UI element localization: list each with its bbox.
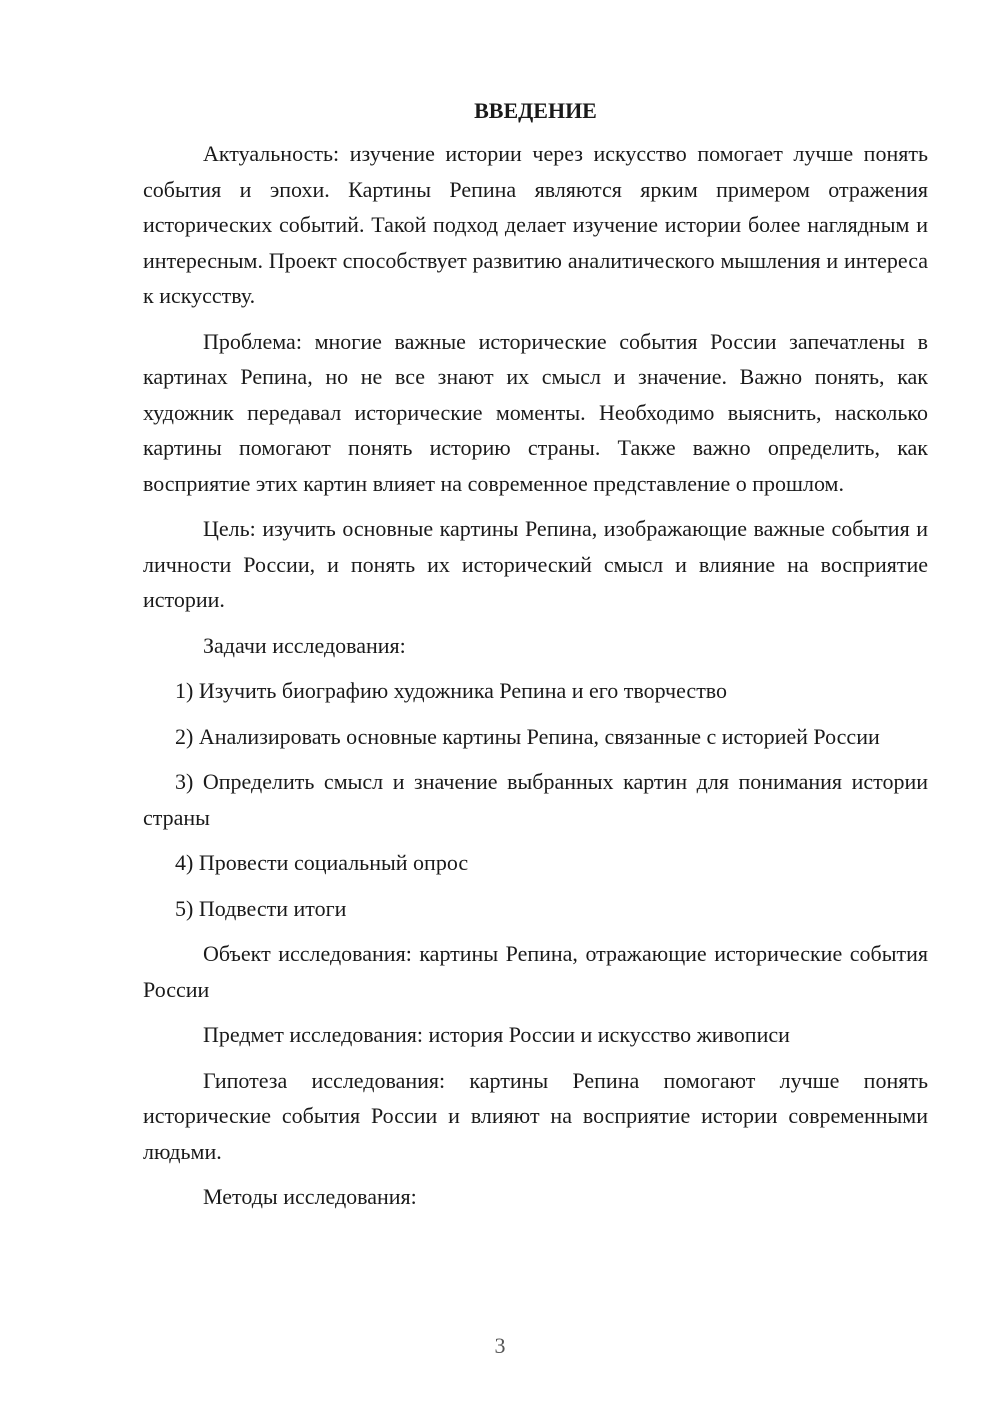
- task-item-3: 3) Определить смысл и значение выбранных картин для понимания истории страны: [143, 769, 928, 830]
- task-item-2: 2) Анализировать основные картины Репина, связанные с историей России: [175, 723, 880, 749]
- page-title: ВВЕДЕНИЕ: [474, 98, 597, 123]
- methods-heading: Методы исследования:: [203, 1184, 417, 1209]
- object-paragraph: Объект исследования: картины Репина, отражающие исторические события России: [143, 941, 928, 1002]
- document-page: [143, 96, 928, 1215]
- problem-paragraph: Проблема: многие важные исторические события России запечатлены в картинах Репина, но не все знают их смысл и значение. Важно понять, как художник передавал исторические моменты. Необходимо выяснить, насколько картины помогают понять историю страны. Также важно определить, как восприятие этих картин влияет на современное представление о прошлом.: [143, 328, 928, 496]
- subject-paragraph: Предмет исследования: история России и искусство живописи: [203, 1022, 790, 1047]
- task-item-1: 1) Изучить биографию художника Репина и его творчество: [175, 678, 728, 703]
- task-item-5: 5) Подвести итоги: [175, 895, 347, 921]
- relevance-paragraph: Актуальность: изучение истории через искусство помогает лучше понять события и эпохи. Картины Репина являются ярким примером отражения исторических событий. Такой подход делает изучение истории более наглядным и интересным. Проект способствует развитию аналитического мышления и интереса к искусству.: [143, 141, 928, 308]
- tasks-heading: Задачи исследования:: [203, 632, 406, 658]
- task-item-4: 4) Провести социальный опрос: [175, 850, 469, 875]
- hypothesis-paragraph: Гипотеза исследования: картины Репина помогают лучше понять исторические события России и влияют на восприятие истории современными людьми.: [143, 1067, 928, 1164]
- page-number: 3: [494, 1333, 506, 1358]
- goal-paragraph: Цель: изучить основные картины Репина, изображающие важные события и личности России, и понять их исторический смысл и влияние на восприятие истории.: [143, 516, 928, 612]
